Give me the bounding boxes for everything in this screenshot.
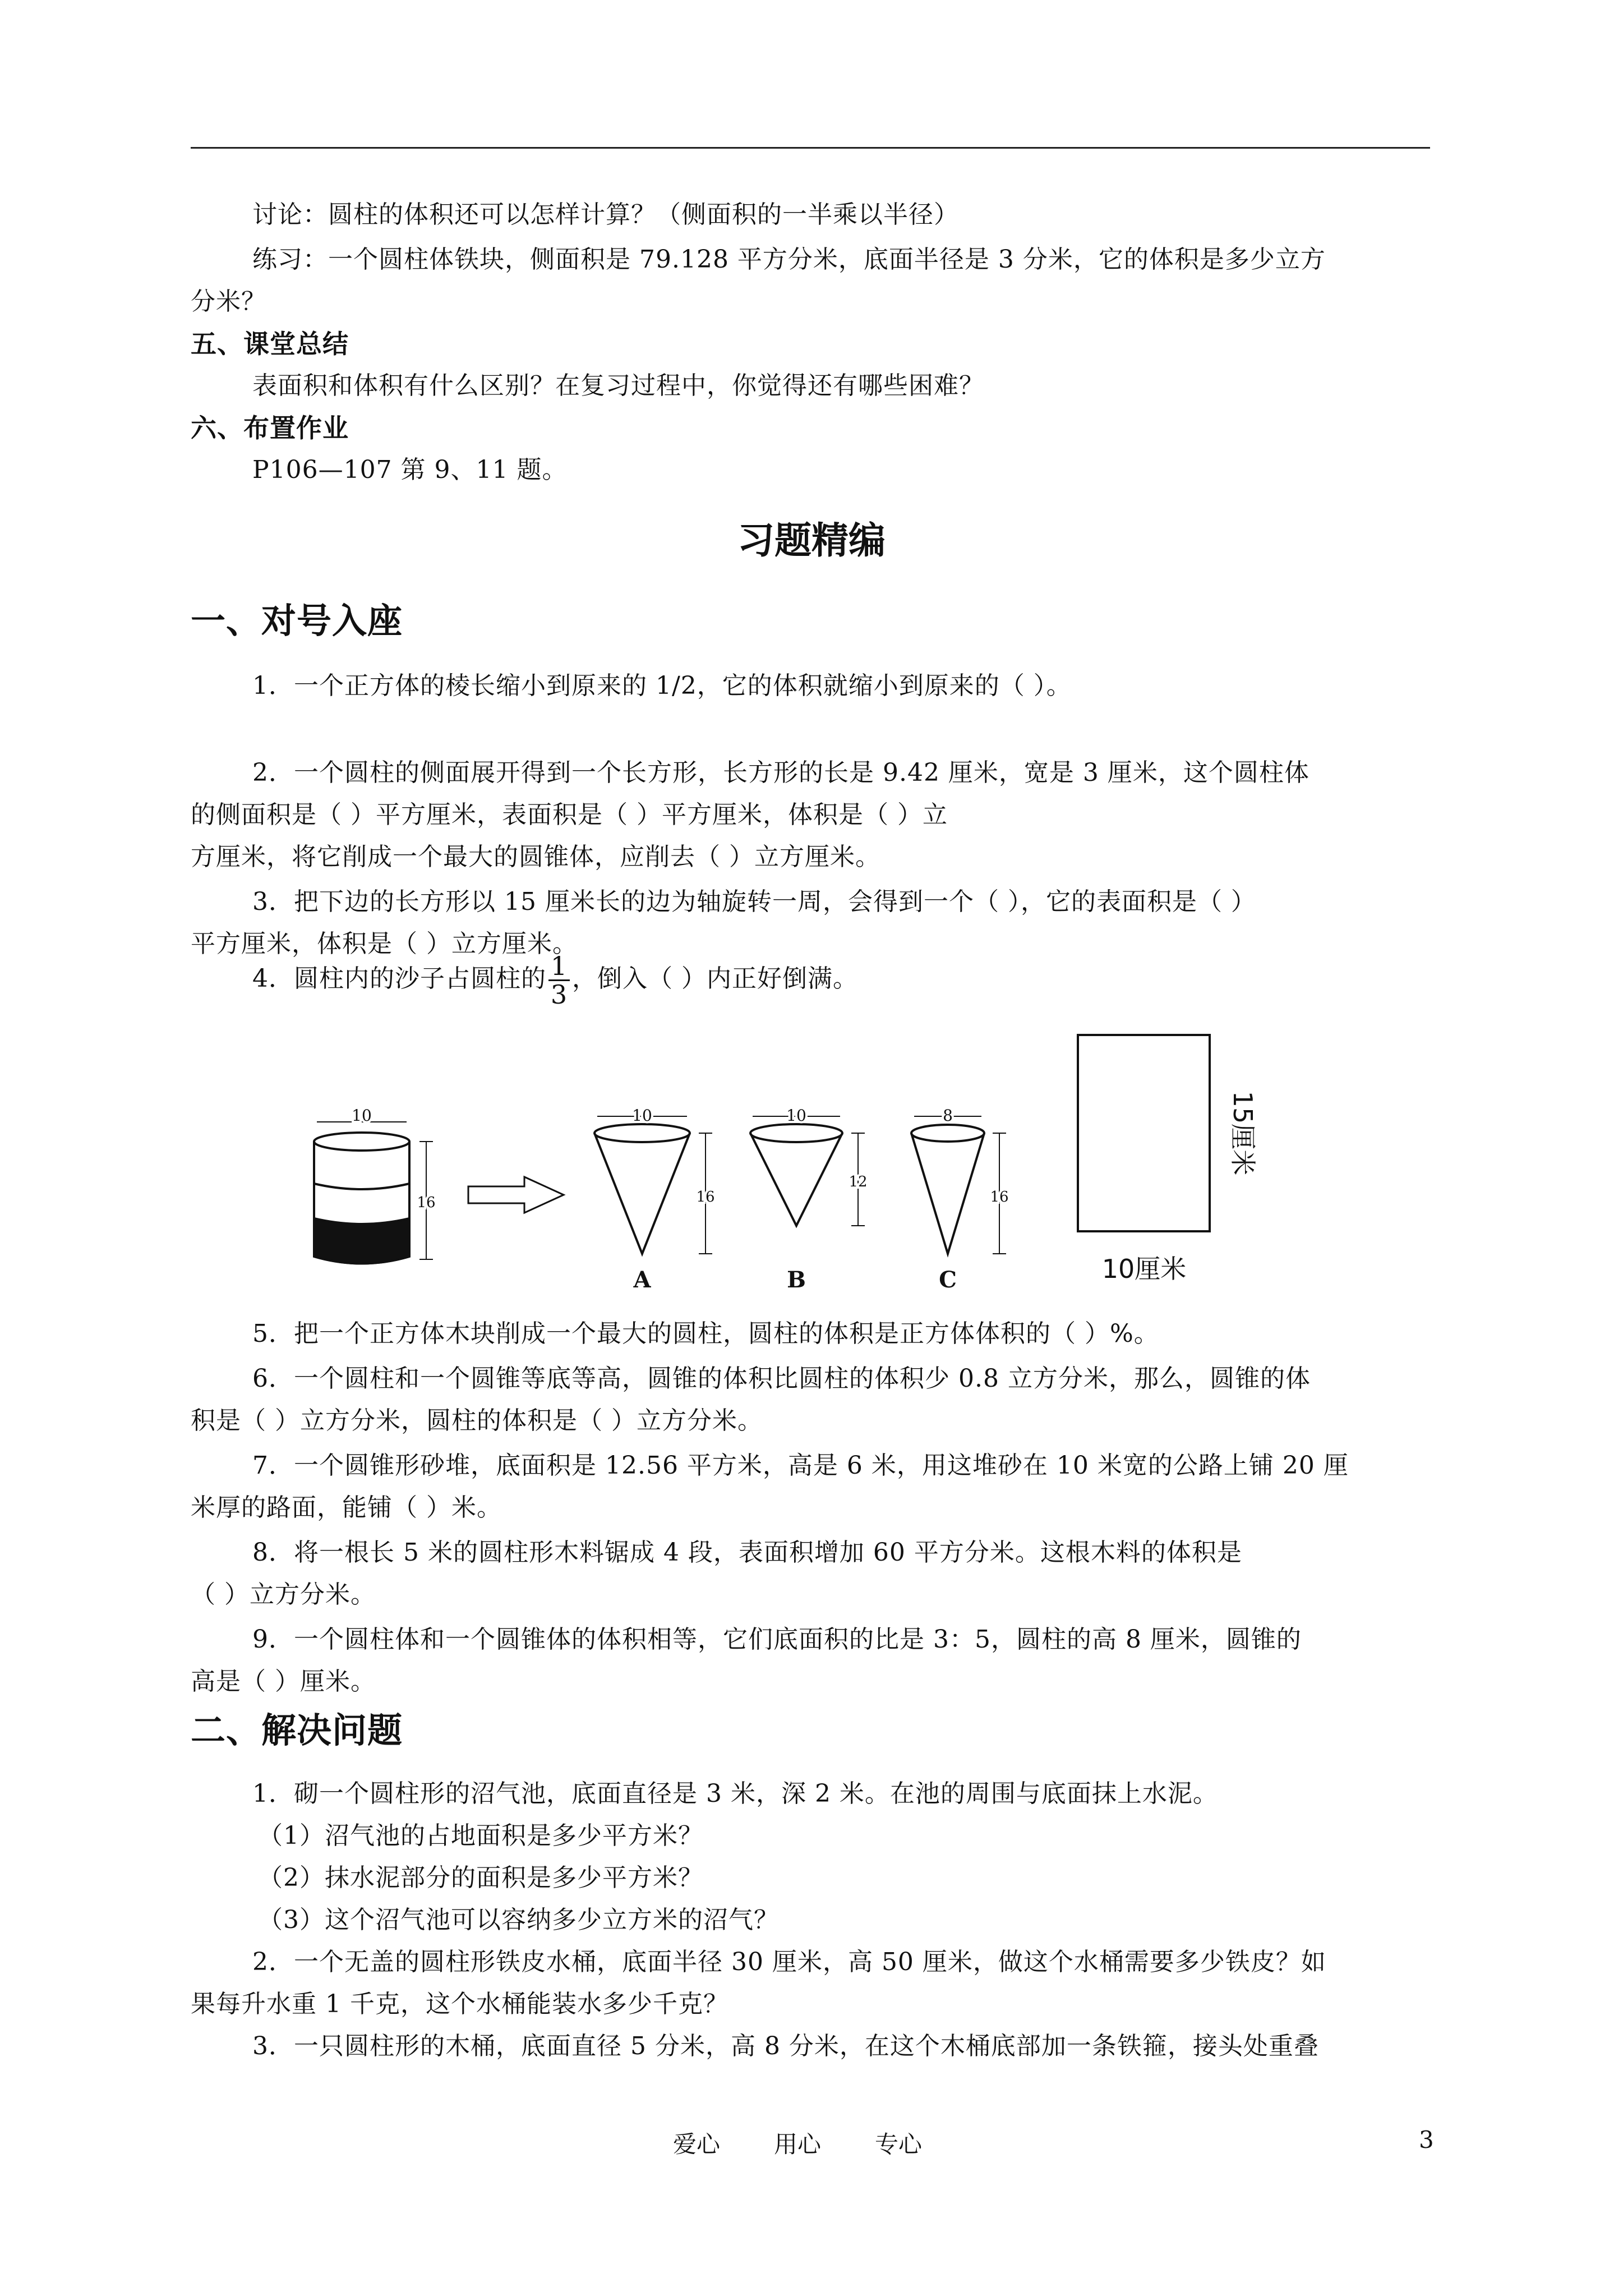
cone-a-label: A: [633, 1267, 651, 1293]
question-line: （ ）立方分米。: [191, 1580, 376, 1609]
footer-motto: 爱心: [673, 2131, 721, 2158]
cylinder-height-label: 16: [417, 1194, 436, 1211]
problem-line: （3）这个沼气池可以容纳多少立方米的沼气？: [258, 1906, 779, 1934]
question-line: 8．将一根长 5 米的圆柱形木料锯成 4 段，表面积增加 60 平方分米。这根木料的体积是: [252, 1538, 1242, 1567]
section-heading: 五、课堂总结: [191, 329, 349, 359]
question-line: 6．一个圆柱和一个圆锥等底等高，圆锥的体积比圆柱的体积少 0.8 立方分米，那么，圆锥的体: [252, 1364, 1311, 1393]
cylinder-diameter-label: 10: [352, 1106, 372, 1125]
page-title: 习题精编: [737, 519, 886, 562]
q4-text-before: 4．圆柱内的沙子占圆柱的: [252, 964, 546, 993]
question-line: 1．一个正方体的棱长缩小到原来的 1/2，它的体积就缩小到原来的（ ）。: [252, 671, 1072, 700]
cone-a-height-label: 16: [696, 1189, 715, 1205]
page-number: 3: [1419, 2126, 1434, 2154]
cone-c-height-label: 16: [990, 1189, 1009, 1205]
rectangle-figure: [1078, 1035, 1210, 1231]
cone-b-height-label: 12: [849, 1174, 868, 1190]
cone-c-figure: [911, 1116, 1009, 1254]
rectangle-height-label: 15厘米: [1228, 1091, 1258, 1176]
fraction-denominator: 3: [550, 979, 568, 1010]
cone-c-diameter-label: 8: [943, 1106, 953, 1125]
fraction-numerator: 1: [548, 953, 570, 981]
part-heading: 二、解决问题: [191, 1710, 403, 1751]
problem-line: （1）沼气池的占地面积是多少平方米？: [258, 1821, 703, 1850]
question-line: 高是（ ）厘米。: [191, 1667, 376, 1696]
cone-b-label: B: [787, 1267, 806, 1293]
problem-line: 2．一个无盖的圆柱形铁皮水桶，底面半径 30 厘米，高 50 厘米，做这个水桶需要多少铁皮？如: [252, 1948, 1326, 1976]
footer-motto: 专心: [875, 2131, 923, 2158]
text-line: 练习：一个圆柱体铁块，侧面积是 79.128 平方分米，底面半径是 3 分米，它的体积是多少立方: [252, 245, 1326, 274]
question-line: 3．把下边的长方形以 15 厘米长的边为轴旋转一周，会得到一个（ ），它的表面积是（ ）: [252, 887, 1256, 916]
problem-line: （2）抹水泥部分的面积是多少平方米？: [258, 1864, 703, 1892]
part-heading: 一、对号入座: [191, 600, 403, 641]
cylinder-figure: [314, 1122, 436, 1264]
question-line: 方厘米，将它削成一个最大的圆锥体，应削去（ ）立方厘米。: [191, 843, 880, 871]
question-line: 7．一个圆锥形砂堆，底面积是 12.56 平方米，高是 6 米，用这堆砂在 10 米宽的公路上铺 20 厘: [252, 1451, 1349, 1480]
question-line: 积是（ ）立方分米，圆柱的体积是（ ）立方分米。: [191, 1406, 763, 1435]
question-line: 5．把一个正方体木块削成一个最大的圆柱，圆柱的体积是正方体体积的（ ）%。: [252, 1319, 1159, 1348]
question-line: 的侧面积是（ ）平方厘米，表面积是（ ）平方厘米，体积是（ ）立: [191, 800, 948, 829]
question-line: 2．一个圆柱的侧面展开得到一个长方形，长方形的长是 9.42 厘米，宽是 3 厘米，这个圆柱体: [252, 758, 1310, 787]
q4-text-after: ，倒入（ ）内正好倒满。: [572, 964, 858, 993]
text-line: 讨论：圆柱的体积还可以怎样计算？（侧面积的一半乘以半径）: [252, 200, 959, 229]
text-line: P106—107 第 9、11 题。: [252, 455, 568, 484]
problem-line: 1．砌一个圆柱形的沼气池，底面直径是 3 米，深 2 米。在池的周围与底面抹上水泥。: [252, 1779, 1218, 1808]
arrow-icon: [468, 1177, 564, 1213]
cone-c-label: C: [939, 1267, 957, 1293]
cone-a-diameter-label: 10: [632, 1106, 652, 1125]
cone-b-figure: [750, 1116, 868, 1226]
footer-motto: 用心: [774, 2131, 822, 2158]
question-line: 米厚的路面，能铺（ ）米。: [191, 1493, 502, 1522]
section-heading: 六、布置作业: [191, 413, 349, 443]
rectangle-width-label: 10厘米: [1101, 1254, 1187, 1284]
text-line: 分米？: [191, 287, 266, 316]
cone-b-diameter-label: 10: [786, 1106, 806, 1125]
question-line: 平方厘米，体积是（ ）立方厘米。: [191, 930, 578, 958]
text-line: 表面积和体积有什么区别？在复习过程中，你觉得还有哪些困难？: [252, 371, 984, 400]
problem-line: 果每升水重 1 千克，这个水桶能装水多少千克？: [191, 1990, 728, 2018]
question-line: 9．一个圆柱体和一个圆锥体的体积相等，它们底面积的比是 3：5，圆柱的高 8 厘米，圆锥的: [252, 1625, 1302, 1654]
cone-a-figure: [594, 1116, 715, 1254]
problem-line: 3．一只圆柱形的木桶，底面直径 5 分米，高 8 分米，在这个木桶底部加一条铁箍，接头处重叠: [252, 2032, 1319, 2060]
